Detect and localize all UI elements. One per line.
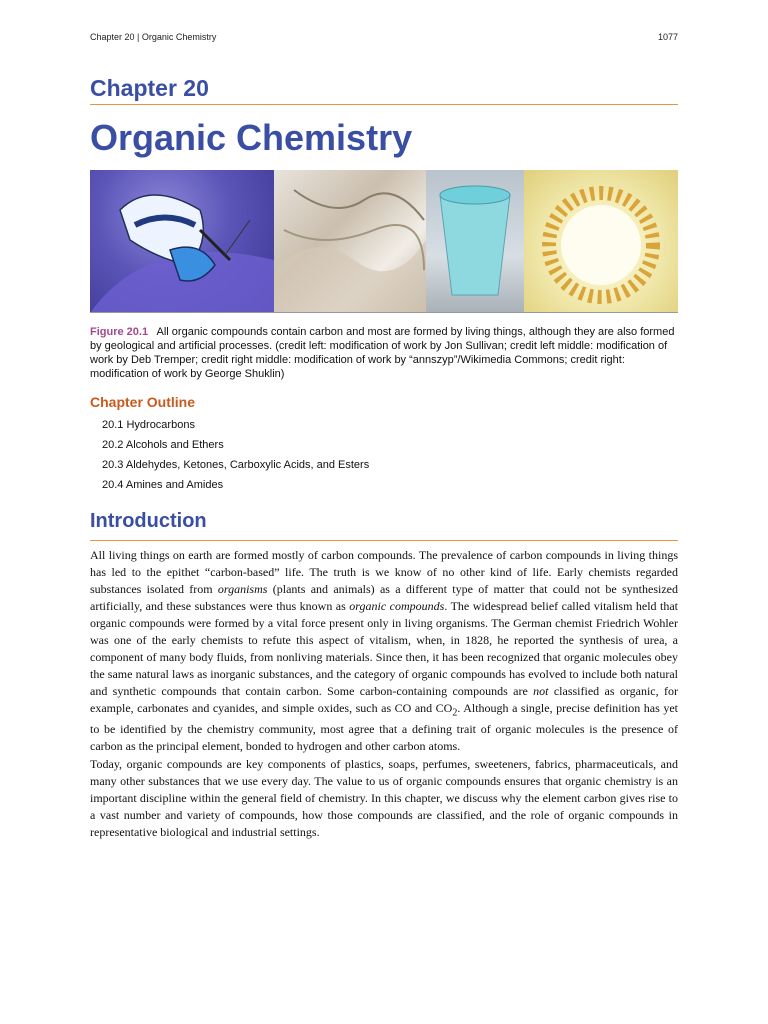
gas-flame-image xyxy=(524,170,678,313)
butterfly-image xyxy=(90,170,274,313)
figure-label: Figure 20.1 xyxy=(90,326,149,338)
figure-image-strip xyxy=(90,170,678,313)
chapter-label: Chapter 20 xyxy=(90,75,209,101)
figure-caption xyxy=(90,325,678,381)
running-header xyxy=(90,32,678,44)
figure-rule xyxy=(90,312,678,313)
introduction-paragraph-1: All living things on earth are formed mostly of carbon compounds. The prevalence of carbon compounds in living things has led to the epithet “carbon-based” life. The truth is we know of no other kind of life. Early chemists regarded substances isolated from organisms (plants and animals) as a different type of matter that could not be synthesized artificially, and these substances were thus known as organic compounds. The widespread belief called vitalism held that organic compounds were formed by a vital force present only in living organisms. The German chemist Friedrich Wohler was one of the early chemists to refute this aspect of vitalism, when, in 1828, he reported the synthesis of urea, a component of many body fluids, from nonliving materials. Since then, it has been recognized that organic molecules obey the same natural laws as inorganic substances, and the category of organic compounds has evolved to include both natural and synthetic compounds that contain carbon. Some carbon-containing compounds are not classified as organic, for example, carbonates and cyanides, and simple oxides, such as CO and $CO_2$. Although a single, precise definition has yet to be identified by the chemistry community, most agree that a defining trait of organic molecules is the presence of carbon as the principal element, bonded to hydrogen and other carbon atoms. xyxy=(90,548,679,754)
chapter-outline-heading: Chapter Outline xyxy=(90,394,196,410)
introduction-paragraph-2: Today, organic compounds are key components of plastics, soaps, perfumes, sweeteners, fabrics, pharmaceuticals, and many other substances that we use every day. The value to us of organic compounds ensures that organic chemistry is an important discipline within the general field of chemistry. In this chapter, we discuss why the element carbon gives rise to a vast number and variety of compounds, how those compounds are classified, and the role of organic compounds in representative biological and industrial settings. xyxy=(90,757,678,839)
introduction-heading: Introduction xyxy=(90,510,207,532)
outline-item: 20.2 Alcohols and Ethers xyxy=(102,439,224,451)
outline-item: 20.3 Aldehydes, Ketones, Carboxylic Acids, and Esters xyxy=(102,459,370,471)
chapter-outline-list xyxy=(102,418,369,498)
cup-image xyxy=(426,170,524,313)
figure-caption-text: All organic compounds contain carbon and most are formed by living things, although they are also formed by geological and artificial processes. (credit left: modification of work by Jon Sullivan; credit left middle: modification of work by Deb Tremper; credit right middle: modification of work by “annszyp”/Wikimedia Commons; credit right: modification of work by George Shuklin) xyxy=(90,326,675,380)
fabric-image xyxy=(274,170,426,313)
outline-item: 20.1 Hydrocarbons xyxy=(102,419,195,431)
introduction-rule xyxy=(90,540,678,541)
chapter-title: Organic Chemistry xyxy=(90,117,413,158)
page-number: 1077 xyxy=(657,32,678,42)
running-title: Chapter 20 | Organic Chemistry xyxy=(90,32,217,42)
outline-item: 20.4 Amines and Amides xyxy=(102,479,224,491)
chapter-rule xyxy=(90,104,678,105)
